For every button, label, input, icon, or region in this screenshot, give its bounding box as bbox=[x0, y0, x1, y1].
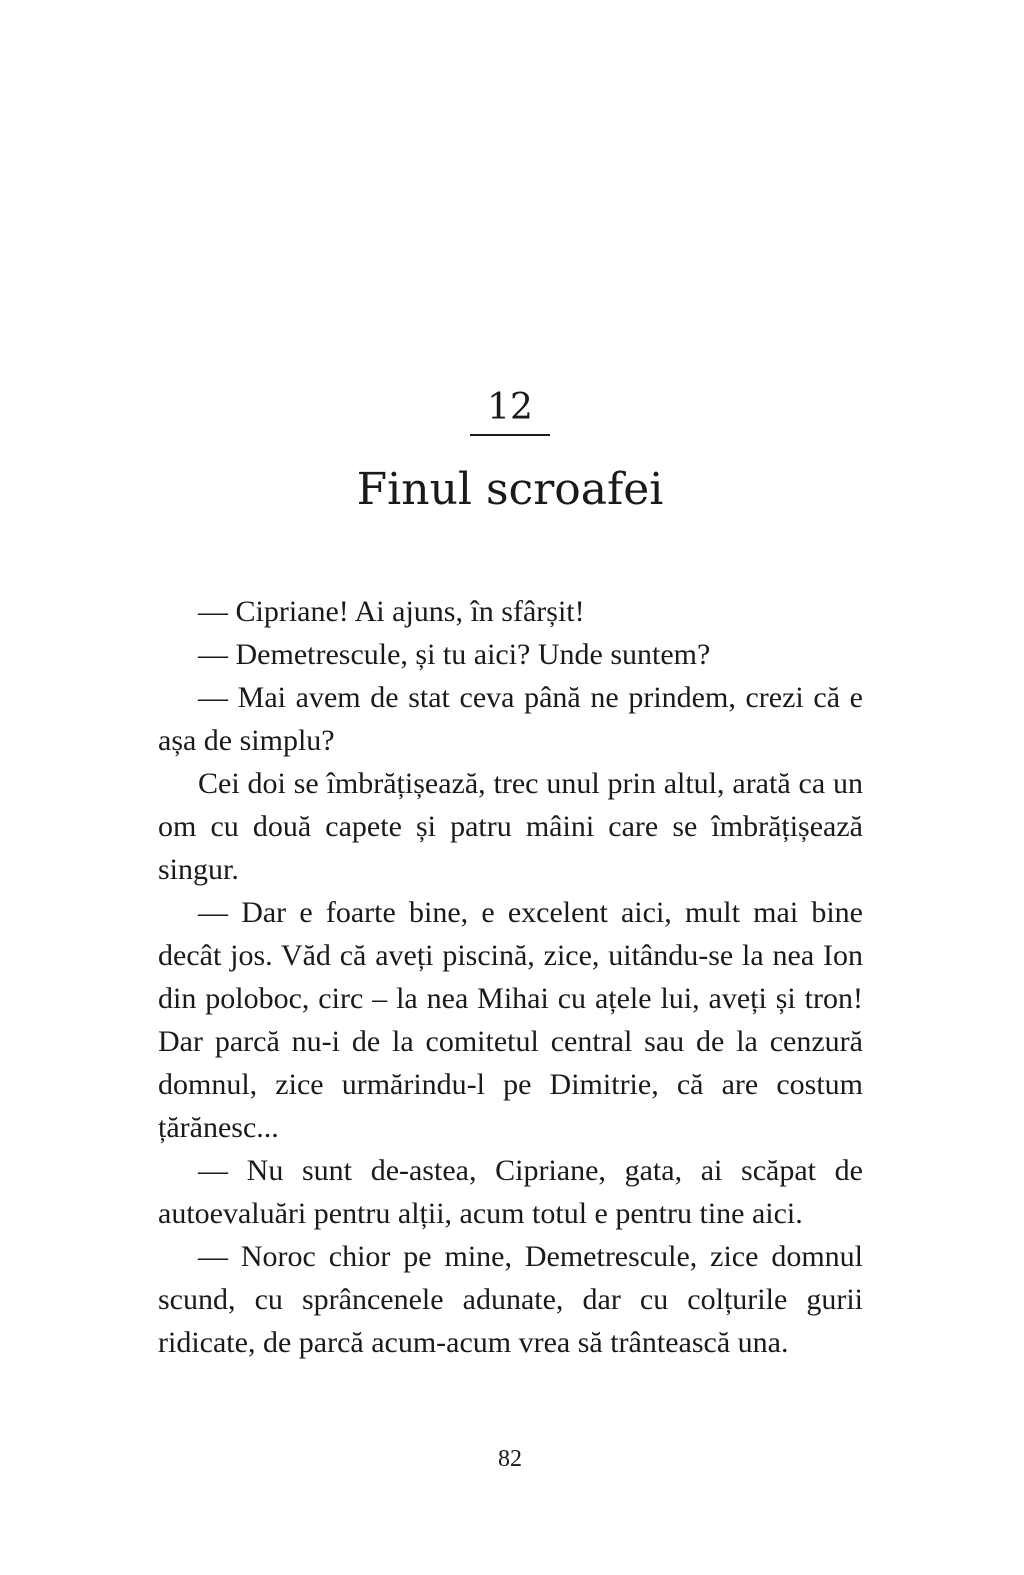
chapter-body bbox=[158, 590, 863, 1364]
paragraph: — Dar e foarte bine, e excelent aici, mult mai bine decât jos. Văd că aveți piscină, zice, uitându-se la nea Ion din poloboc, circ – la nea Mihai cu ațele lui, aveți și tron! Dar parcă nu-i de la comitetul central sau de la cenzură domnul, zice urmărindu-l pe Dimitrie, că are costum țărănesc... bbox=[158, 896, 863, 1144]
chapter-title: Finul scroafei bbox=[356, 464, 664, 515]
paragraph: — Noroc chior pe mine, Demetrescule, zice domnul scund, cu sprâncenele adunate, dar cu colțurile gurii ridicate, de parcă acum-acum vrea să trântească una. bbox=[158, 1240, 863, 1359]
paragraph: — Demetrescule, și tu aici? Unde suntem? bbox=[198, 638, 711, 671]
paragraph: — Nu sunt de-astea, Cipriane, gata, ai scăpat de autoevaluări pentru alții, acum totul e pentru tine aici. bbox=[158, 1154, 863, 1230]
paragraph: — Cipriane! Ai ajuns, în sfârșit! bbox=[198, 595, 585, 628]
page-number: 82 bbox=[498, 1446, 522, 1472]
chapter-divider bbox=[470, 434, 550, 436]
paragraph: — Mai avem de stat ceva până ne prindem, crezi că e așa de simplu? bbox=[158, 681, 863, 757]
chapter-number: 12 bbox=[487, 387, 533, 428]
paragraph: Cei doi se îmbrățișează, trec unul prin altul, arată ca un om cu două capete și patru mâini care se îmbrățișează singur. bbox=[158, 767, 863, 886]
